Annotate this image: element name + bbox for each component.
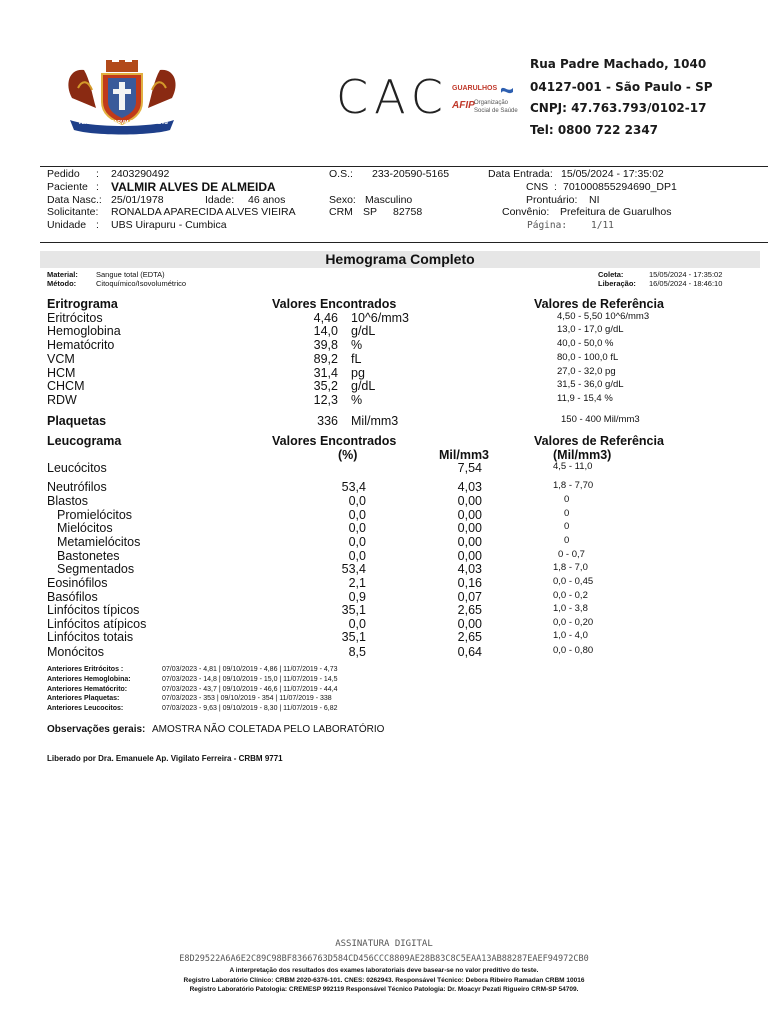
leucograma-col-abs: Mil/mm3 [439, 448, 490, 462]
solicitante-label: Solicitante: [47, 206, 99, 218]
result-value: 4,46 [313, 311, 338, 325]
paciente-name: VALMIR ALVES DE ALMEIDA [111, 180, 276, 194]
leukocyte-name: Mielócitos [57, 521, 113, 535]
leukocyte-name: Neutrófilos [47, 480, 107, 494]
afip-subtitle-1: Organização [474, 100, 509, 106]
reference-range: 27,0 - 32,0 pg [557, 366, 616, 377]
result-value: 89,2 [313, 352, 338, 366]
leukocyte-pct: 0,0 [348, 508, 366, 522]
convenio-value: Prefeitura de Guarulhos [560, 206, 672, 218]
reference-range: 4,50 - 5,50 10^6/mm3 [557, 311, 650, 322]
leukocyte-name: Monócitos [47, 645, 104, 659]
leukocyte-name: Linfócitos típicos [47, 603, 140, 617]
os-value: 233-20590-5165 [372, 168, 450, 180]
leukocyte-pct: 0,0 [348, 549, 366, 563]
assinatura-label: ASSINATURA DIGITAL [335, 939, 433, 949]
result-unit: % [351, 338, 363, 352]
os-label: O.S.: [329, 168, 353, 180]
liberado-por: Liberado por Dra. Emanuele Ap. Vigilato Ferreira - CRBM 9771 [47, 754, 283, 763]
anteriores-values: 07/03/2023 - 4,81 | 09/10/2019 - 4,86 | 11/07/2019 - 4,73 [162, 666, 338, 673]
leukocyte-ref: 0 [564, 508, 570, 519]
nasc-label: Data Nasc.: [47, 194, 102, 206]
leukocyte-name: Basófilos [47, 590, 98, 604]
leukocyte-name: Blastos [47, 494, 88, 508]
leukocyte-abs: 4,03 [457, 480, 482, 494]
leukocyte-abs: 0,00 [457, 508, 482, 522]
leukocyte-pct: 35,1 [341, 630, 366, 644]
eritrograma-col-valores: Valores Encontrados [272, 297, 397, 311]
convenio-label: Convênio: [502, 206, 550, 218]
leukocyte-ref: 1,8 - 7,70 [553, 480, 594, 491]
cns-value: 701000855294690_DP1 [563, 181, 677, 193]
pagina-value: 1/11 [591, 220, 614, 231]
result-value: 12,3 [313, 393, 338, 407]
result-unit: pg [351, 366, 365, 380]
signature-hash: E8D29522A6A6E2C89C98BF8366763D584CD456CCC8809AE28B83C8C5EAA13AB88287EAEF94972CB0 [179, 954, 589, 964]
paciente-label: Paciente [47, 181, 88, 193]
crm-value: 82758 [393, 206, 423, 218]
leucograma-col-valores: Valores Encontrados [272, 434, 397, 448]
solicitante-value: RONALDA APARECIDA ALVES VIEIRA [111, 206, 296, 218]
leukocyte-ref: 0,0 - 0,2 [553, 590, 588, 601]
colon: : [554, 181, 557, 193]
leukocyte-ref: 0,0 - 0,45 [553, 576, 594, 587]
leukocyte-abs: 0,00 [457, 494, 482, 508]
metodo-value: Citoquímico/Isovolumétrico [96, 279, 187, 288]
idade-label: Idade: [205, 194, 235, 206]
cnpj: CNPJ: 47.763.793/0102-17 [530, 101, 707, 115]
result-name: RDW [47, 393, 77, 407]
result-name: VCM [47, 352, 75, 366]
anteriores-values: 07/03/2023 - 14,8 | 09/10/2019 - 15,0 | 11/07/2019 - 14,5 [162, 675, 338, 683]
material-label: Material: [47, 270, 78, 279]
coleta-value: 15/05/2024 - 17:35:02 [649, 270, 723, 279]
eritrograma-col-ref: Valores de Referência [534, 297, 664, 311]
result-unit: g/dL [351, 379, 376, 393]
result-unit: % [351, 393, 363, 407]
anteriores-label: Anteriores Plaquetas: [47, 695, 120, 703]
material-value: Sangue total (EDTA) [96, 270, 165, 279]
leukocyte-abs: 0,00 [457, 549, 482, 563]
anteriores-values: 07/03/2023 - 9,63 | 09/10/2019 - 8,30 | 11/07/2019 - 6,82 [162, 705, 338, 713]
afip-subtitle-2: Social de Saúde [474, 108, 518, 114]
leukocyte-ref: 0,0 - 0,80 [553, 645, 594, 656]
leukocyte-ref: 1,0 - 4,0 [553, 630, 588, 641]
guarulhos-logo: GUARULHOS [452, 85, 498, 92]
leukocyte-ref: 0 - 0,7 [558, 549, 585, 560]
result-value: 31,4 [313, 366, 338, 380]
mid-rule [40, 242, 768, 243]
leukocyte-pct: 0,0 [348, 535, 366, 549]
leukocyte-ref: 0,0 - 0,20 [553, 617, 594, 628]
leukocyte-pct: 2,1 [348, 576, 366, 590]
leukocyte-abs: 0,07 [457, 590, 482, 604]
result-name: Hemoglobina [47, 324, 121, 338]
leukocyte-name: Segmentados [57, 562, 135, 576]
result-value: 35,2 [313, 379, 338, 393]
result-unit: 10^6/mm3 [351, 311, 409, 325]
plaquetas-ref: 150 - 400 Mil/mm3 [561, 414, 640, 425]
pedido-value: 2403290492 [111, 168, 170, 180]
seal-motto: VERE PAULISTARVM SANGVIS MEVS [78, 120, 168, 126]
leukocyte-ref: 1,8 - 7,0 [553, 562, 588, 573]
guarulhos-flag-icon [500, 84, 514, 94]
leukocyte-abs: 0,64 [457, 645, 482, 659]
liberacao-value: 16/05/2024 - 18:46:10 [649, 279, 723, 288]
prontuario-value: NI [589, 194, 600, 206]
leukocyte-pct: 0,9 [348, 590, 366, 604]
leucograma-col-ref-unit: (Mil/mm3) [553, 448, 612, 462]
reference-range: 40,0 - 50,0 % [557, 338, 614, 349]
leukocyte-name: Linfócitos totais [47, 630, 134, 644]
leukocyte-pct: 35,1 [341, 603, 366, 617]
cns-label: CNS [526, 181, 549, 193]
leukocyte-name: Bastonetes [57, 549, 120, 563]
leukocyte-abs: 2,65 [457, 630, 482, 644]
result-value: 14,0 [313, 324, 338, 338]
leukocyte-abs: 0,00 [457, 521, 482, 535]
reference-range: 80,0 - 100,0 fL [557, 352, 619, 363]
leukocyte-pct: 0,0 [348, 617, 366, 631]
cac-logo: CAC [336, 70, 449, 124]
prontuario-label: Prontuário: [526, 194, 578, 206]
anteriores-label: Anteriores Hemoglobina: [47, 675, 131, 683]
leukocyte-pct: 53,4 [341, 480, 366, 494]
reference-range: 11,9 - 15,4 % [557, 393, 613, 404]
sexo-value: Masculino [365, 194, 413, 206]
nasc-value: 25/01/1978 [111, 194, 164, 206]
anteriores-values: 07/03/2023 - 43,7 | 09/10/2019 - 46,6 | 11/07/2019 - 44,4 [162, 685, 338, 693]
result-name: Hematócrito [47, 338, 115, 352]
leukocyte-abs: 0,00 [457, 535, 482, 549]
plaquetas-name: Plaquetas [47, 414, 107, 428]
anteriores-label: Anteriores Eritrócitos : [47, 666, 124, 673]
leukocyte-ref: 0 [564, 521, 570, 532]
liberacao-label: Liberação: [598, 279, 636, 288]
leukocyte-ref: 0 [564, 494, 570, 505]
leukocyte-pct: 53,4 [341, 562, 366, 576]
leucograma-col-pct: (%) [338, 448, 358, 462]
leukocyte-name: Promielócitos [57, 508, 133, 522]
address-line-1: Rua Padre Machado, 1040 [530, 57, 707, 71]
unidade-label: Unidade [47, 219, 87, 231]
anteriores-label: Anteriores Hematócrito: [47, 685, 128, 693]
colon: : [96, 219, 99, 231]
entrada-value: 15/05/2024 - 17:35:02 [561, 168, 664, 180]
afip-logo: AFIP [452, 100, 475, 111]
crm-uf: SP [363, 206, 378, 218]
eritrograma-heading: Eritrograma [47, 297, 118, 311]
observacoes-text: AMOSTRA NÃO COLETADA PELO LABORATÓRIO [152, 724, 385, 735]
leucocitos-name: Leucócitos [47, 461, 107, 475]
leucograma-col-ref: Valores de Referência [534, 434, 664, 448]
leukocyte-abs: 0,00 [457, 617, 482, 631]
footer-line-2: Registro Laboratório Clínico: CRBM 2020-6376-101. CNES: 0262943. Responsável Técnico: Debora Ribeiro Ramadan CRBM 10016 [183, 977, 585, 984]
result-name: Eritrócitos [47, 311, 103, 325]
pedido-label: Pedido [47, 168, 80, 180]
unidade-value: UBS Uirapuru - Cumbica [111, 219, 227, 231]
leukocyte-ref: 0 [564, 535, 570, 546]
leukocyte-pct: 0,0 [348, 521, 366, 535]
leukocyte-abs: 2,65 [457, 603, 482, 617]
leukocyte-pct: 8,5 [348, 645, 366, 659]
leucograma-heading: Leucograma [47, 434, 122, 448]
leukocyte-name: Metamielócitos [57, 535, 141, 549]
leukocyte-pct: 0,0 [348, 494, 366, 508]
leukocyte-name: Eosinófilos [47, 576, 108, 590]
telephone: Tel: 0800 722 2347 [530, 123, 659, 137]
coleta-label: Coleta: [598, 270, 624, 279]
leukocyte-abs: 4,03 [457, 562, 482, 576]
anteriores-label: Anteriores Leucocitos: [47, 705, 124, 713]
address-line-2: 04127-001 - São Paulo - SP [530, 80, 713, 94]
result-unit: g/dL [351, 324, 376, 338]
leucocitos-abs: 7,54 [457, 461, 482, 475]
plaquetas-value: 336 [317, 414, 338, 428]
plaquetas-unit: Mil/mm3 [351, 414, 399, 428]
leukocyte-abs: 0,16 [457, 576, 482, 590]
colon: : [96, 168, 99, 180]
reference-range: 31,5 - 36,0 g/dL [557, 379, 624, 390]
sexo-label: Sexo: [329, 194, 356, 206]
metodo-label: Método: [47, 279, 77, 288]
footer-line-3: Registro Laboratório Patologia: CREMESP 992119 Responsável Técnico Patologia: Dr. Moacyr Pezati Rigueiro CRM-SP 54709. [189, 986, 579, 993]
result-value: 39,8 [313, 338, 338, 352]
leukocyte-ref: 1,0 - 3,8 [553, 603, 588, 614]
result-name: CHCM [47, 379, 85, 393]
anteriores-values: 07/03/2023 - 353 | 09/10/2019 - 354 | 11/07/2019 - 338 [162, 695, 332, 703]
pagina-label: Página: [527, 220, 568, 231]
leucocitos-ref: 4,5 - 11,0 [553, 461, 593, 472]
idade-value: 46 anos [248, 194, 286, 206]
observacoes-label: Observações gerais: [47, 724, 146, 735]
result-name: HCM [47, 366, 76, 380]
result-unit: fL [351, 352, 362, 366]
colon: : [96, 181, 99, 193]
exam-title: Hemograma Completo [325, 251, 475, 267]
crm-label: CRM [329, 206, 353, 218]
top-rule [40, 166, 768, 167]
entrada-label: Data Entrada: [488, 168, 553, 180]
footer-line-1: A interpretação dos resultados dos exames laboratoriais deve basear-se no valor preditivo do teste. [229, 967, 539, 974]
leukocyte-name: Linfócitos atípicos [47, 617, 147, 631]
reference-range: 13,0 - 17,0 g/dL [557, 324, 624, 335]
